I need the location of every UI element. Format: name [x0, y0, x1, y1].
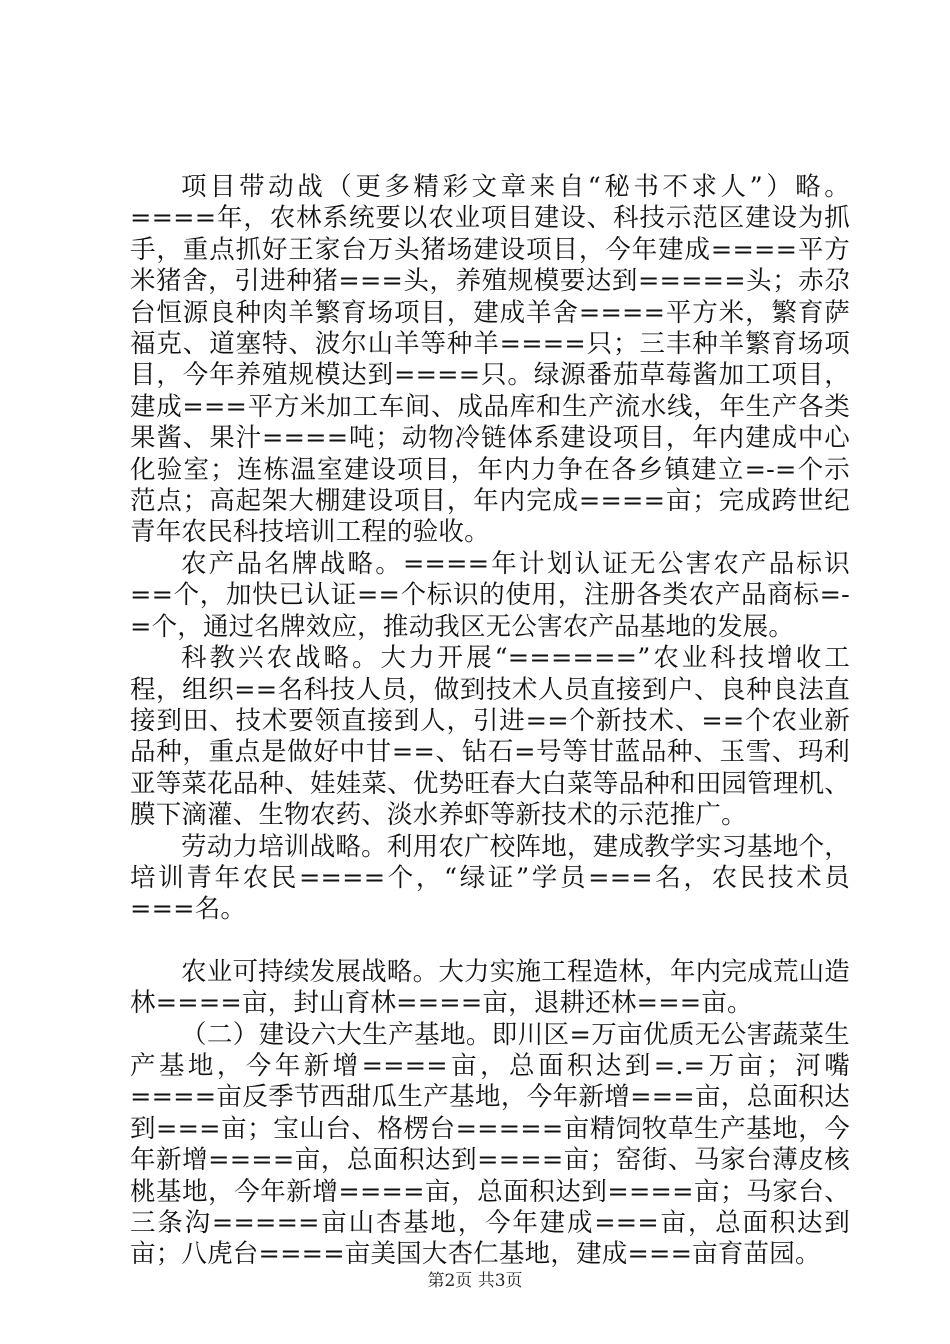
page-footer: 第2页 共3页 [427, 1271, 523, 1291]
paragraph-sustainable-strategy: 农业可持续发展战略。大力实施工程造林，年内完成荒山造林====亩，封山育林====亩，退耕还林===亩。 [130, 956, 850, 1019]
paragraph-project-strategy: 项目带动战（更多精彩文章来自“秘书不求人”）略。====年，农林系统要以农业项目建设、科技示范区建设为抓手，重点抓好王家台万头猪场建设项目，今年建成====平方米猪舍，引进种猪===头，养殖规模要达到=====头；赤尕台恒源良种肉羊繁育场项目，建成羊舍====平方米，繁育萨福克、道塞特、波尔山羊等种羊====只；三丰种羊繁育场项目，今年养殖规模达到====只。绿源番茄草莓酱加工项目，建成===平方米加工车间、成品库和生产流水线，年生产各类果酱、果汁====吨；动物冷链体系建设项目，年内建成中心化验室；连栋温室建设项目，年内力争在各乡镇建立=-=个示范点；高起架大棚建设项目，年内完成====亩；完成跨世纪青年农民科技培训工程的验收。 [130, 172, 850, 548]
paragraph-production-bases: （二）建设六大生产基地。即川区=万亩优质无公害蔬菜生产基地，今年新增====亩，总面积达到=.=万亩；河嘴====亩反季节西甜瓜生产基地，今年新增===亩，总面积达到===亩；宝山台、格楞台=====亩精饲牧草生产基地，今年新增====亩，总面积达到====亩；窑街、马家台薄皮核桃基地，今年新增====亩，总面积达到====亩；马家台、三条沟=====亩山杏基地，今年建成===亩，总面积达到亩；八虎台====亩美国大杏仁基地，建成===亩育苗园。 [130, 1019, 850, 1270]
paragraph-science-strategy: 科教兴农战略。大力开展“======”农业科技增收工程，组织==名科技人员，做到技术人员直接到户、良种良法直接到田、技术要领直接到人，引进==个新技术、==个农业新品种，重点是做好中甘==、钻石=号等甘蓝品种、玉雪、玛利亚等菜花品种、娃娃菜、优势旺春大白菜等品种和田园管理机、膜下滴灌、生物农药、淡水养虾等新技术的示范推广。 [130, 643, 850, 831]
paragraph-brand-strategy: 农产品名牌战略。====年计划认证无公害农产品标识==个，加快已认证==个标识的使用，注册各类农产品商标=-=个，通过名牌效应，推动我区无公害农产品基地的发展。 [130, 548, 850, 642]
paragraph-spacer [130, 926, 850, 957]
paragraph-training-strategy: 劳动力培训战略。利用农广校阵地，建成教学实习基地个，培训青年农民====个，“绿证”学员===名，农民技术员===名。 [130, 831, 850, 925]
document-body [130, 172, 850, 1271]
